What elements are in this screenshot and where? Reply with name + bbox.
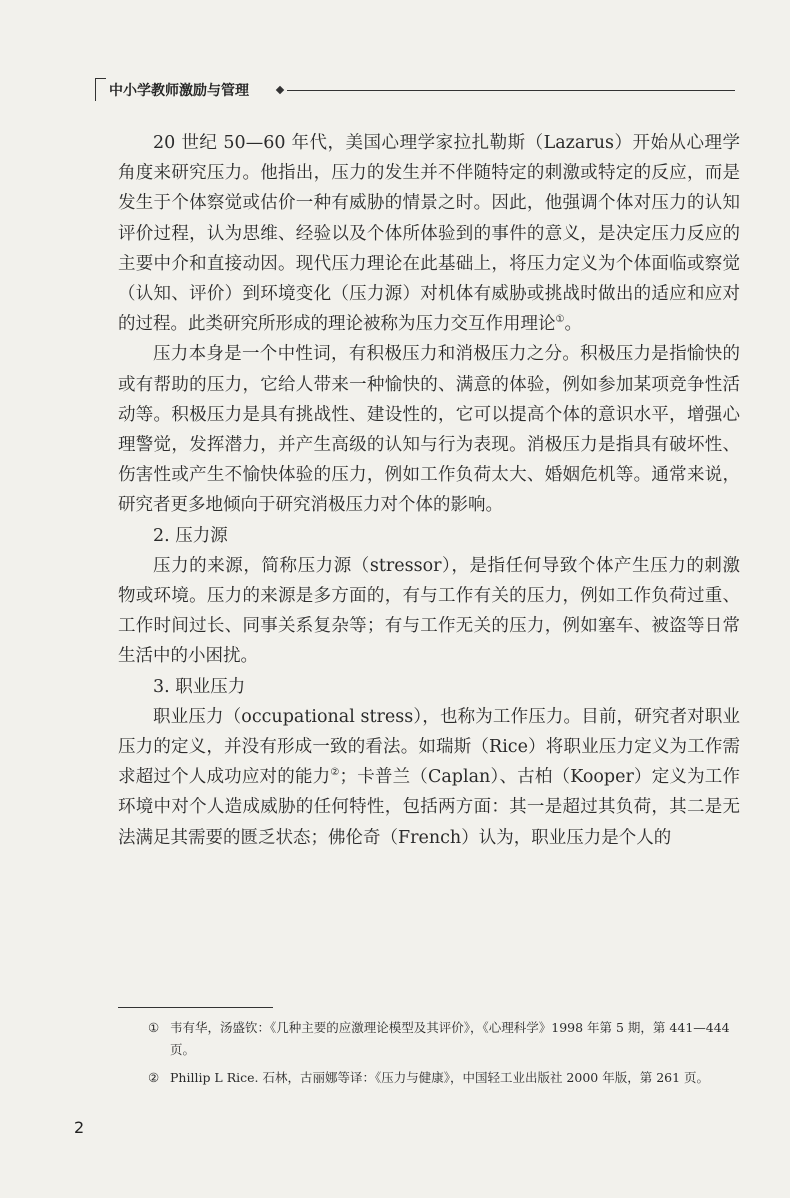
running-header	[95, 78, 735, 102]
footnote-text: 韦有华，汤盛钦：《几种主要的应激理论模型及其评价》，《心理科学》1998 年第 5 期，第 441—444 页。	[170, 1020, 730, 1057]
page-number: 2	[74, 1118, 85, 1137]
body-text	[118, 128, 740, 853]
footnote-item	[118, 1067, 740, 1089]
footnote-text: Phillip L Rice. 石林，古丽娜等译：《压力与健康》，中国轻工业出版社 2000 年版，第 261 页。	[170, 1070, 710, 1085]
header-bracket	[95, 78, 106, 101]
paragraph-stressor: 压力的来源，简称压力源（stressor），是指任何导致个体产生压力的刺激物或环境。压力的来源是多方面的，有与工作有关的压力，例如工作负荷过重、工作时间过长、同事关系复杂等；有与工作无关的压力，例如塞车、被盗等日常生活中的小困扰。	[118, 555, 740, 667]
footnote-ref-2[interactable]: ②	[330, 767, 340, 779]
paragraph-occupational-stress: 职业压力（occupational stress），也称为工作压力。目前，研究者对职业压力的定义，并没有形成一致的看法。如瑞斯（Rice）将职业压力定义为工作需求超过个人成功应对的能力②；卡普兰（Caplan）、古柏（Kooper）定义为工作环境中对个人造成威胁的任何特性，包括两方面：其一是超过其负荷，其二是无法满足其需要的匮乏状态；佛伦奇（French）认为，职业压力是个人的	[118, 706, 741, 848]
paragraph-lazarus: 20 世纪 50—60 年代，美国心理学家拉扎勒斯（Lazarus）开始从心理学角度来研究压力。他指出，压力的发生并不伴随特定的刺激或特定的反应，而是发生于个体察觉或估价一种有威胁的情景之时。因此，他强调个体对压力的认知评价过程，认为思维、经验以及个体所体验到的事件的意义，是决定压力反应的主要中介和直接动因。现代压力理论在此基础上，将压力定义为个体面临或察觉（认知、评价）到环境变化（压力源）对机体有威胁或挑战时做出的适应和应对的过程。此类研究所形成的理论被称为压力交互作用理论①。	[118, 133, 740, 335]
footnote-ref-1[interactable]: ①	[555, 314, 565, 326]
section-heading-occupational-stress: 3. 职业压力	[153, 676, 246, 697]
footnote-mark: ②	[148, 1070, 160, 1085]
header-diamond	[276, 86, 284, 94]
section-heading-stressor: 2. 压力源	[153, 525, 228, 546]
paragraph-positive-negative-stress: 压力本身是一个中性词，有积极压力和消极压力之分。积极压力是指愉快的或有帮助的压力，它给人带来一种愉快的、满意的体验，例如参加某项竞争性活动等。积极压力是具有挑战性、建设性的，它可以提高个体的意识水平，增强心理警觉，发挥潜力，并产生高级的认知与行为表现。消极压力是指具有破坏性、伤害性或产生不愉快体验的压力，例如工作负荷太大、婚姻危机等。通常来说，研究者更多地倾向于研究消极压力对个体的影响。	[118, 344, 740, 516]
footnote-item	[118, 1017, 740, 1061]
header-rule	[287, 90, 735, 91]
footnotes	[118, 1017, 740, 1095]
footnote-mark: ①	[148, 1020, 160, 1035]
header-title: 中小学教师激励与管理	[109, 83, 249, 99]
footnote-separator	[118, 1007, 273, 1008]
